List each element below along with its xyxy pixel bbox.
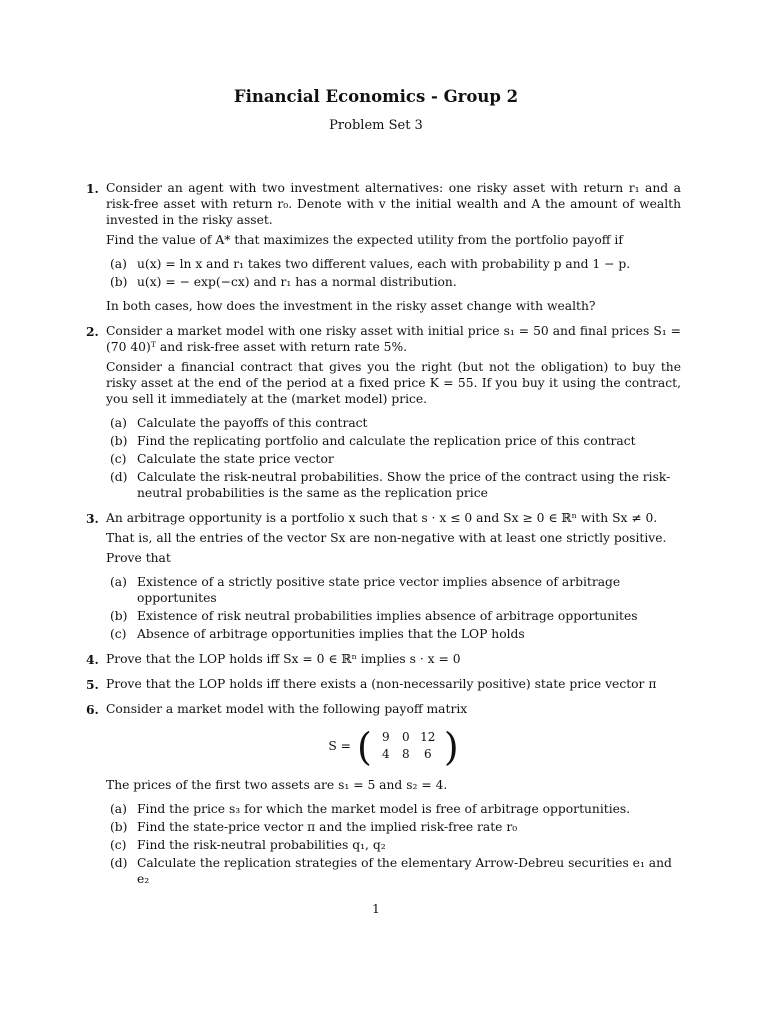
- problem-6: [86, 702, 681, 888]
- matrix-cells: [376, 730, 440, 762]
- subquestion-text: u(x) = ln x and r₁ takes two different values, each with probability p and 1 − p.: [137, 256, 631, 271]
- subquestion-label: (d): [110, 855, 128, 870]
- problem-closing-text: In both cases, how does the investment in the risky asset change with wealth?: [106, 298, 596, 313]
- subquestion: [106, 257, 681, 273]
- problem-number: 6.: [86, 701, 99, 717]
- subquestion-label: (a): [110, 801, 127, 816]
- subquestion: [106, 820, 681, 836]
- subquestion-text: Calculate the risk-neutral probabilities. Show the price of the contract using the risk-neutral probabilities is the same as the replication price: [137, 469, 671, 500]
- subquestion: [106, 802, 681, 818]
- subquestion: [106, 627, 681, 643]
- matrix-lhs: S =: [328, 738, 351, 753]
- subquestion: [106, 275, 681, 291]
- problem-text: Consider a financial contract that gives you the right (but not the obligation) to buy the risky asset at the end of the period at a fixed price K = 55. If you buy it using the contract, you sell it immediately at the (market model) price.: [106, 359, 681, 406]
- page-number: 1: [372, 902, 380, 916]
- subquestion-label: (b): [110, 819, 128, 834]
- problem-text: That is, all the entries of the vector Sx are non-negative with at least one strictly positive.: [106, 530, 667, 545]
- subquestion: [106, 575, 681, 607]
- subquestion-label: (a): [110, 574, 127, 589]
- subquestion-label: (c): [110, 837, 127, 852]
- problem-2: [86, 324, 681, 502]
- matrix-cell: 6: [423, 747, 432, 762]
- matrix-cell: 8: [401, 747, 410, 762]
- right-paren-icon: ): [443, 724, 459, 769]
- subquestion-text: u(x) = − exp(−cx) and r₁ has a normal distribution.: [137, 274, 457, 289]
- problem-number: 2.: [86, 323, 99, 339]
- problem-text: Consider an agent with two investment alternatives: one risky asset with return r₁ and a risk-free asset with return r₀. Denote with v the initial wealth and A the amount of wealth invested in the risky asset.: [106, 181, 681, 227]
- problem-3: [86, 511, 681, 643]
- subquestion-text: Existence of risk neutral probabilities implies absence of arbitrage opportunites: [137, 608, 638, 623]
- subquestion-text: Existence of a strictly positive state price vector implies absence of arbitrage opportunites: [137, 574, 621, 605]
- subquestion: [106, 838, 681, 854]
- payoff-matrix-equation: [106, 724, 681, 769]
- matrix-cell: 9: [381, 730, 390, 745]
- subquestion: [106, 856, 681, 888]
- subquestion-text: Find the risk-neutral probabilities q₁, q₂: [137, 837, 386, 852]
- subquestion: [106, 470, 681, 502]
- subquestion-list: [106, 802, 681, 888]
- problem-list: [86, 181, 681, 896]
- matrix-cell: 4: [381, 747, 390, 762]
- subquestion-text: Calculate the payoffs of this contract: [137, 415, 368, 430]
- problem-text: An arbitrage opportunity is a portfolio x such that s · x ≤ 0 and Sx ≥ 0 ∈ ℝⁿ with Sx ≠ 0.: [106, 510, 658, 525]
- problem-5: [86, 677, 681, 693]
- subquestion-label: (b): [110, 274, 128, 289]
- subquestion-list: [106, 416, 681, 502]
- subquestion: [106, 434, 681, 450]
- subquestion-text: Find the state-price vector π and the implied risk-free rate r₀: [137, 819, 518, 834]
- subquestion: [106, 416, 681, 432]
- problem-text: Find the value of A* that maximizes the expected utility from the portfolio payoff if: [106, 232, 623, 247]
- subquestion-text: Find the price s₃ for which the market model is free of arbitrage opportunities.: [137, 801, 631, 816]
- problem-text: Prove that the LOP holds iff there exists a (non-necessarily positive) state price vector π: [106, 676, 657, 691]
- subquestion-label: (a): [110, 415, 127, 430]
- subquestion-label: (b): [110, 608, 128, 623]
- subquestion-label: (c): [110, 626, 127, 641]
- subquestion-text: Calculate the state price vector: [137, 451, 334, 466]
- subquestion: [106, 609, 681, 625]
- subquestion-list: [106, 257, 681, 291]
- problem-1: [86, 181, 681, 315]
- document-title: Financial Economics - Group 2: [233, 87, 519, 106]
- subquestion-label: (b): [110, 433, 128, 448]
- problem-text: Prove that: [106, 550, 171, 565]
- subquestion-text: Absence of arbitrage opportunities implies that the LOP holds: [137, 626, 525, 641]
- problem-text: Consider a market model with one risky asset with initial price s₁ = 50 and final prices S₁ = (70 40)ᵀ and risk-free asset with return rate 5%.: [106, 323, 681, 354]
- payoff-matrix: [356, 724, 459, 769]
- problem-number: 3.: [86, 510, 99, 526]
- problem-text: Prove that the LOP holds iff Sx = 0 ∈ ℝⁿ implies s · x = 0: [106, 651, 461, 666]
- subquestion: [106, 452, 681, 468]
- subquestion-text: Calculate the replication strategies of the elementary Arrow-Debreu securities e₁ and e₂: [137, 855, 672, 886]
- subquestion-label: (c): [110, 451, 127, 466]
- subquestion-label: (a): [110, 256, 127, 271]
- matrix-cell: 0: [401, 730, 410, 745]
- problem-number: 1.: [86, 181, 99, 196]
- subquestion-text: Find the replicating portfolio and calculate the replication price of this contract: [137, 433, 636, 448]
- problem-text: Consider a market model with the following payoff matrix: [106, 701, 468, 716]
- subquestion-label: (d): [110, 469, 128, 484]
- problem-4: [86, 652, 681, 668]
- document-subtitle: Problem Set 3: [329, 118, 423, 133]
- left-paren-icon: (: [356, 724, 372, 769]
- problem-text: The prices of the first two assets are s₁ = 5 and s₂ = 4.: [106, 777, 448, 792]
- matrix-cell: 12: [420, 730, 436, 745]
- problem-number: 4.: [86, 651, 99, 667]
- problem-number: 5.: [86, 676, 99, 692]
- subquestion-list: [106, 575, 681, 643]
